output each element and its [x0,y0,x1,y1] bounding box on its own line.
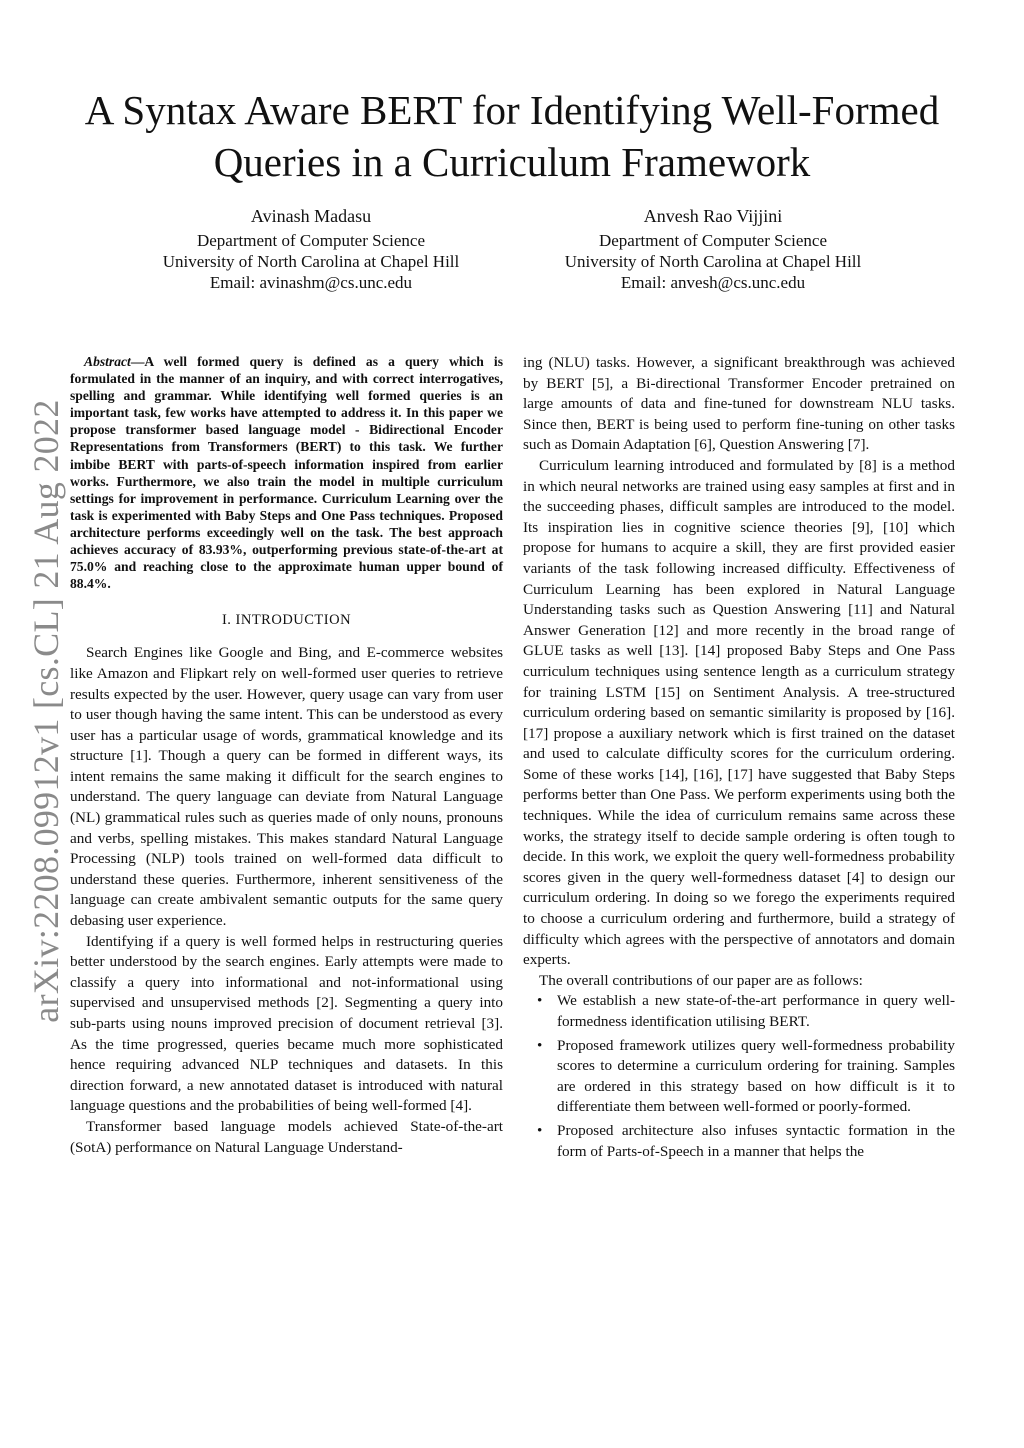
author-block-2 [513,206,913,293]
contribution-text: We establish a new state-of-the-art performance in query well-formedness identification utilising BERT. [557,992,955,1030]
bullet-icon: • [537,992,543,1010]
abstract [70,353,503,592]
intro-paragraph: Transformer based language models achieved State-of-the-art (SotA) performance on Natural Language Understand- [70,1117,503,1156]
left-column [70,353,503,1158]
contributions-list [523,991,955,1162]
author-name: Avinash Madasu [250,206,372,226]
author-university: University of North Carolina at Chapel Hill [162,252,460,271]
right-column [523,353,955,1165]
author-department: Department of Computer Science [196,231,425,250]
bullet-icon: • [537,1036,543,1054]
intro-paragraph: ing (NLU) tasks. However, a significant breakthrough was achieved by BERT [5], a Bi-directional Transformer Encoder pretrained on large amounts of data and fine-tuned for downstream NLU tasks. Since then, BERT is being used to perform fine-tuning on other tasks such as Domain Adaptation [6], Question Answering [7]. [523,354,955,454]
author-email: Email: anvesh@cs.unc.edu [620,273,806,292]
intro-paragraph: Search Engines like Google and Bing, and E-commerce websites like Amazon and Flipkart rely on well-formed user queries to retrieve results expected by the user. However, query usage can vary from user to user though having the same intent. This can be understood as every user has a particular usage of words, grammatical knowledge and its structure [1]. Though a query can be formed in different ways, its intent remains the same making it difficult for the search engines to understand. The query language can deviate from Natural Language (NL) grammatical rules such as queries made of only nouns, pronouns and verbs, spelling mistakes. This makes standard Natural Language Processing (NLP) tools trained on well-formed data difficult to understand these queries. Furthermore, inherent sensitiveness of the language can create ambivalent semantic outputs for the same query debasing user experience. [70,644,503,930]
contribution-text: Proposed framework utilizes query well-formedness probability scores to determine a curriculum ordering for training. Samples are ordered in this strategy based on how difficult is it to differentiate them between well-formed or poorly-formed. [557,1036,955,1116]
abstract-label: Abstract [84,354,131,369]
author-department: Department of Computer Science [598,231,827,250]
author-name: Anvesh Rao Vijjini [643,206,783,226]
intro-paragraph: Curriculum learning introduced and formulated by [8] is a method in which neural networks are trained using easy samples at first and in the succeeding phases, difficult samples are introduced to the model. Its inspiration lies in cognitive science theories [9], [10] which propose for humans to acquire a skill, they are first provided easier variants of the task following increased difficulty. Effectiveness of Curriculum Learning has been explored in Natural Language Understanding tasks such as Question Answering [11] and Natural Answer Generation [12] and more recently in the broad range of GLUE tasks as well [13]. [14] proposed Baby Steps and One Pass curriculum techniques using sentence length as a curriculum strategy for training LSTM [15] on Sentiment Analysis. A tree-structured curriculum ordering based on semantic similarity is proposed by [16]. [17] propose a auxiliary network which is first trained on the dataset and used to calculate difficulty scores for the curriculum ordering. Some of these works [14], [16], [17] have suggested that Baby Steps performs better than One Pass. We perform experiments using both the techniques. While the idea of curriculum remains same across these works, the strategy itself to decide sample ordering is often tough to decide. In this work, we exploit the query well-formedness probability scores given in the query well-formedness dataset [4] to design our curriculum ordering. In doing so we forego the experiments required to choose a curriculum ordering and furthermore, build a strategy of difficulty which agrees with the perspective of annotators and domain experts. [523,456,955,969]
section-heading-introduction: I. INTRODUCTION [221,612,352,629]
bullet-icon: • [537,1121,543,1139]
arxiv-stamp: arXiv:2208.09912v1 [cs.CL] 21 Aug 2022 [26,399,66,1023]
title-line-2: Queries in a Curriculum Framework [213,139,811,185]
list-item [523,1121,955,1162]
author-block-1 [111,206,511,293]
list-item [523,991,955,1032]
contribution-text: Proposed architecture also infuses syntactic formation in the form of Parts-of-Speech in a manner that helps the [557,1121,955,1160]
paper-title [40,84,984,188]
list-item [523,1036,955,1118]
intro-paragraph: The overall contributions of our paper are as follows: [539,971,863,989]
intro-paragraph: Identifying if a query is well formed helps in restructuring queries better understood by the search engines. Early attempts were made to classify a query into informational and not-informational using supervised and unsupervised methods [2]. Segmenting a query into sub-parts using nouns improved precision of document retrieval [3]. As the time progressed, queries became much more sophisticated hence requiring advanced NLP techniques and datasets. In this direction forward, a new annotated dataset is introduced with natural language questions and the probabilities of being well-formed [4]. [70,932,503,1115]
author-email: Email: avinashm@cs.unc.edu [209,273,413,292]
title-line-1: A Syntax Aware BERT for Identifying Well-Formed [84,87,940,133]
author-university: University of North Carolina at Chapel Hill [564,252,862,271]
abstract-text: —A well formed query is defined as a query which is formulated in the manner of an inquiry, and with correct interrogatives, spelling and grammar. While identifying well formed queries is an important task, few works have attempted to address it. In this paper we propose transformer based language model - Bidirectional Encoder Representations from Transformers (BERT) to this task. We further imbibe BERT with parts-of-speech information inspired from earlier works. Furthermore, we also train the model in multiple curriculum settings for improvement in performance. Curriculum Learning over the task is experimented with Baby Steps and One Pass techniques. Proposed architecture performs exceedingly well on the task. The best approach achieves accuracy of 83.93%, outperforming previous state-of-the-art at 75.0% and reaching close to the approximate human upper bound of 88.4%. [70,354,503,592]
